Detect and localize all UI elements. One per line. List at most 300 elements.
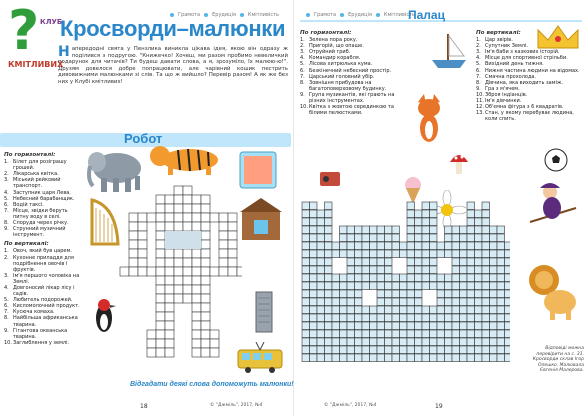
crossword-cell[interactable] (325, 298, 333, 306)
crossword-cell[interactable] (377, 306, 385, 314)
crossword-cell[interactable] (407, 226, 415, 234)
crossword-cell[interactable] (192, 249, 201, 258)
crossword-cell[interactable] (370, 274, 378, 282)
crossword-cell[interactable] (392, 338, 400, 346)
crossword-cell[interactable] (317, 346, 325, 354)
crossword-cell[interactable] (332, 338, 340, 346)
crossword-cell[interactable] (310, 258, 318, 266)
crossword-cell[interactable] (340, 338, 348, 346)
crossword-cell[interactable] (317, 250, 325, 258)
crossword-cell[interactable] (430, 266, 438, 274)
crossword-cell[interactable] (317, 266, 325, 274)
crossword-cell[interactable] (422, 306, 430, 314)
crossword-cell[interactable] (415, 346, 423, 354)
crossword-cell[interactable] (183, 186, 192, 195)
crossword-cell[interactable] (437, 250, 445, 258)
crossword-cell[interactable] (422, 242, 430, 250)
crossword-cell[interactable] (156, 348, 165, 357)
crossword-cell[interactable] (475, 314, 483, 322)
crossword-cell[interactable] (201, 249, 210, 258)
crossword-cell[interactable] (347, 282, 355, 290)
crossword-cell[interactable] (460, 330, 468, 338)
crossword-cell[interactable] (362, 234, 370, 242)
crossword-cell[interactable] (482, 202, 490, 210)
crossword-cell[interactable] (407, 330, 415, 338)
crossword-cell[interactable] (497, 266, 505, 274)
crossword-cell[interactable] (370, 242, 378, 250)
crossword-cell[interactable] (201, 240, 210, 249)
crossword-cell[interactable] (445, 306, 453, 314)
crossword-cell[interactable] (392, 346, 400, 354)
crossword-cell[interactable] (183, 195, 192, 204)
crossword-cell[interactable] (370, 322, 378, 330)
crossword-cell[interactable] (156, 213, 165, 222)
crossword-cell[interactable] (392, 242, 400, 250)
crossword-cell[interactable] (445, 298, 453, 306)
crossword-cell[interactable] (415, 338, 423, 346)
crossword-cell[interactable] (377, 330, 385, 338)
crossword-cell[interactable] (505, 250, 511, 258)
crossword-cell[interactable] (430, 218, 438, 226)
crossword-cell[interactable] (445, 226, 453, 234)
crossword-cell[interactable] (347, 330, 355, 338)
crossword-cell[interactable] (377, 258, 385, 266)
crossword-cell[interactable] (385, 354, 393, 362)
crossword-cell[interactable] (407, 290, 415, 298)
crossword-cell[interactable] (156, 222, 165, 231)
crossword-cell[interactable] (385, 290, 393, 298)
crossword-cell[interactable] (460, 226, 468, 234)
crossword-cell[interactable] (460, 290, 468, 298)
crossword-cell[interactable] (392, 282, 400, 290)
crossword-cell[interactable] (452, 282, 460, 290)
crossword-cell[interactable] (430, 346, 438, 354)
crossword-cell[interactable] (490, 322, 498, 330)
crossword-cell[interactable] (400, 338, 408, 346)
crossword-cell[interactable] (355, 346, 363, 354)
crossword-cell[interactable] (430, 210, 438, 218)
crossword-cell[interactable] (407, 274, 415, 282)
crossword-cell[interactable] (385, 266, 393, 274)
crossword-cell[interactable] (430, 226, 438, 234)
crossword-cell[interactable] (192, 303, 201, 312)
crossword-cell[interactable] (430, 338, 438, 346)
crossword-cell[interactable] (129, 213, 138, 222)
crossword-cell[interactable] (467, 314, 475, 322)
crossword-cell[interactable] (505, 242, 511, 250)
crossword-cell[interactable] (325, 210, 333, 218)
crossword-cell[interactable] (317, 354, 325, 362)
crossword-cell[interactable] (129, 222, 138, 231)
crossword-cell[interactable] (156, 339, 165, 348)
crossword-cell[interactable] (362, 346, 370, 354)
crossword-cell[interactable] (475, 338, 483, 346)
crossword-cell[interactable] (452, 234, 460, 242)
crossword-cell[interactable] (385, 226, 393, 234)
crossword-cell[interactable] (340, 354, 348, 362)
crossword-cell[interactable] (407, 202, 415, 210)
crossword-cell[interactable] (452, 250, 460, 258)
crossword-cell[interactable] (460, 250, 468, 258)
crossword-cell[interactable] (370, 338, 378, 346)
crossword-cell[interactable] (407, 266, 415, 274)
crossword-cell[interactable] (340, 242, 348, 250)
crossword-cell[interactable] (452, 330, 460, 338)
crossword-cell[interactable] (482, 210, 490, 218)
crossword-cell[interactable] (445, 242, 453, 250)
crossword-cell[interactable] (415, 298, 423, 306)
crossword-cell[interactable] (497, 274, 505, 282)
crossword-cell[interactable] (460, 306, 468, 314)
crossword-cell[interactable] (452, 346, 460, 354)
crossword-cell[interactable] (422, 274, 430, 282)
crossword-cell[interactable] (165, 195, 174, 204)
crossword-cell[interactable] (340, 226, 348, 234)
crossword-cell[interactable] (497, 258, 505, 266)
crossword-cell[interactable] (430, 354, 438, 362)
crossword-cell[interactable] (302, 218, 310, 226)
crossword-cell[interactable] (355, 314, 363, 322)
crossword-cell[interactable] (147, 267, 156, 276)
crossword-cell[interactable] (370, 346, 378, 354)
crossword-cell[interactable] (415, 210, 423, 218)
crossword-cell[interactable] (437, 346, 445, 354)
crossword-cell[interactable] (467, 354, 475, 362)
crossword-cell[interactable] (138, 267, 147, 276)
crossword-cell[interactable] (482, 282, 490, 290)
crossword-cell[interactable] (332, 250, 340, 258)
crossword-cell[interactable] (415, 218, 423, 226)
crossword-cell[interactable] (347, 258, 355, 266)
crossword-cell[interactable] (370, 282, 378, 290)
crossword-cell[interactable] (415, 330, 423, 338)
crossword-cell[interactable] (183, 249, 192, 258)
crossword-cell[interactable] (415, 322, 423, 330)
crossword-cell[interactable] (156, 258, 165, 267)
crossword-cell[interactable] (310, 338, 318, 346)
crossword-cell[interactable] (156, 294, 165, 303)
crossword-cell[interactable] (467, 346, 475, 354)
crossword-cell[interactable] (452, 242, 460, 250)
crossword-cell[interactable] (362, 282, 370, 290)
crossword-cell[interactable] (183, 276, 192, 285)
crossword-cell[interactable] (467, 258, 475, 266)
crossword-cell[interactable] (325, 330, 333, 338)
crossword-cell[interactable] (460, 282, 468, 290)
crossword-cell[interactable] (475, 226, 483, 234)
crossword-cell[interactable] (475, 282, 483, 290)
crossword-cell[interactable] (430, 282, 438, 290)
crossword-cell[interactable] (317, 218, 325, 226)
crossword-cell[interactable] (452, 314, 460, 322)
crossword-cell[interactable] (192, 285, 201, 294)
crossword-cell[interactable] (475, 346, 483, 354)
crossword-cell[interactable] (332, 290, 340, 298)
crossword-cell[interactable] (192, 330, 201, 339)
crossword-cell[interactable] (482, 242, 490, 250)
crossword-cell[interactable] (445, 274, 453, 282)
crossword-cell[interactable] (362, 274, 370, 282)
crossword-cell[interactable] (460, 346, 468, 354)
crossword-cell[interactable] (490, 258, 498, 266)
crossword-cell[interactable] (452, 226, 460, 234)
crossword-cell[interactable] (138, 222, 147, 231)
crossword-cell[interactable] (482, 346, 490, 354)
crossword-cell[interactable] (340, 282, 348, 290)
crossword-cell[interactable] (347, 290, 355, 298)
crossword-cell[interactable] (430, 274, 438, 282)
crossword-cell[interactable] (490, 314, 498, 322)
crossword-cell[interactable] (174, 195, 183, 204)
crossword-cell[interactable] (201, 321, 210, 330)
crossword-cell[interactable] (310, 290, 318, 298)
crossword-cell[interactable] (325, 202, 333, 210)
crossword-cell[interactable] (147, 348, 156, 357)
crossword-cell[interactable] (377, 290, 385, 298)
crossword-cell[interactable] (415, 354, 423, 362)
crossword-cell[interactable] (445, 290, 453, 298)
crossword-cell[interactable] (332, 354, 340, 362)
crossword-cell[interactable] (497, 346, 505, 354)
crossword-cell[interactable] (422, 354, 430, 362)
crossword-cell[interactable] (467, 338, 475, 346)
crossword-cell[interactable] (355, 266, 363, 274)
crossword-cell[interactable] (219, 240, 228, 249)
crossword-cell[interactable] (302, 234, 310, 242)
crossword-cell[interactable] (482, 258, 490, 266)
crossword-cell[interactable] (475, 250, 483, 258)
crossword-cell[interactable] (460, 314, 468, 322)
crossword-cell[interactable] (355, 274, 363, 282)
crossword-cell[interactable] (302, 354, 310, 362)
crossword-cell[interactable] (165, 204, 174, 213)
crossword-cell[interactable] (475, 266, 483, 274)
crossword-cell[interactable] (174, 294, 183, 303)
crossword-cell[interactable] (437, 282, 445, 290)
crossword-cell[interactable] (210, 348, 219, 357)
crossword-cell[interactable] (347, 354, 355, 362)
crossword-cell[interactable] (452, 298, 460, 306)
crossword-cell[interactable] (482, 226, 490, 234)
crossword-cell[interactable] (437, 274, 445, 282)
crossword-cell[interactable] (219, 231, 228, 240)
crossword-cell[interactable] (310, 234, 318, 242)
crossword-cell[interactable] (340, 306, 348, 314)
crossword-cell[interactable] (355, 242, 363, 250)
crossword-cell[interactable] (165, 285, 174, 294)
crossword-cell[interactable] (497, 226, 505, 234)
crossword-cell[interactable] (490, 250, 498, 258)
crossword-cell[interactable] (385, 322, 393, 330)
crossword-cell[interactable] (422, 218, 430, 226)
crossword-cell[interactable] (475, 274, 483, 282)
crossword-cell[interactable] (362, 322, 370, 330)
crossword-cell[interactable] (201, 213, 210, 222)
crossword-cell[interactable] (467, 218, 475, 226)
crossword-cell[interactable] (422, 226, 430, 234)
crossword-cell[interactable] (340, 346, 348, 354)
crossword-cell[interactable] (505, 306, 511, 314)
crossword-cell[interactable] (437, 290, 445, 298)
crossword-cell[interactable] (505, 322, 511, 330)
crossword-cell[interactable] (475, 242, 483, 250)
crossword-cell[interactable] (467, 322, 475, 330)
crossword-cell[interactable] (332, 306, 340, 314)
crossword-cell[interactable] (460, 322, 468, 330)
crossword-cell[interactable] (452, 274, 460, 282)
crossword-cell[interactable] (302, 290, 310, 298)
crossword-cell[interactable] (302, 314, 310, 322)
crossword-cell[interactable] (407, 242, 415, 250)
crossword-cell[interactable] (392, 226, 400, 234)
crossword-cell[interactable] (174, 222, 183, 231)
crossword-cell[interactable] (165, 312, 174, 321)
crossword-cell[interactable] (165, 348, 174, 357)
crossword-cell[interactable] (317, 274, 325, 282)
crossword-cell[interactable] (362, 338, 370, 346)
crossword-cell[interactable] (415, 290, 423, 298)
crossword-cell[interactable] (174, 249, 183, 258)
crossword-cell[interactable] (355, 282, 363, 290)
crossword-cell[interactable] (377, 234, 385, 242)
crossword-cell[interactable] (482, 306, 490, 314)
crossword-cell[interactable] (392, 314, 400, 322)
crossword-cell[interactable] (355, 250, 363, 258)
crossword-cell[interactable] (392, 250, 400, 258)
crossword-cell[interactable] (467, 266, 475, 274)
crossword-cell[interactable] (467, 202, 475, 210)
crossword-cell[interactable] (317, 282, 325, 290)
crossword-cell[interactable] (120, 267, 129, 276)
crossword-cell[interactable] (437, 354, 445, 362)
crossword-cell[interactable] (325, 266, 333, 274)
crossword-cell[interactable] (415, 226, 423, 234)
crossword-cell[interactable] (482, 274, 490, 282)
crossword-cell[interactable] (340, 290, 348, 298)
crossword-cell[interactable] (445, 346, 453, 354)
crossword-cell[interactable] (497, 330, 505, 338)
crossword-cell[interactable] (415, 250, 423, 258)
crossword-cell[interactable] (482, 354, 490, 362)
crossword-cell[interactable] (407, 338, 415, 346)
crossword-cell[interactable] (201, 267, 210, 276)
crossword-cell[interactable] (385, 338, 393, 346)
crossword-cell[interactable] (407, 322, 415, 330)
crossword-cell[interactable] (310, 202, 318, 210)
crossword-cell[interactable] (210, 330, 219, 339)
crossword-cell[interactable] (415, 242, 423, 250)
crossword-cell[interactable] (385, 298, 393, 306)
crossword-cell[interactable] (340, 274, 348, 282)
crossword-cell[interactable] (192, 222, 201, 231)
crossword-cell[interactable] (302, 226, 310, 234)
crossword-cell[interactable] (400, 274, 408, 282)
crossword-cell[interactable] (497, 354, 505, 362)
crossword-cell[interactable] (377, 242, 385, 250)
crossword-cell[interactable] (325, 250, 333, 258)
crossword-cell[interactable] (445, 234, 453, 242)
crossword-cell[interactable] (475, 298, 483, 306)
crossword-cell[interactable] (165, 258, 174, 267)
crossword-cell[interactable] (430, 314, 438, 322)
crossword-cell[interactable] (452, 354, 460, 362)
crossword-cell[interactable] (467, 298, 475, 306)
crossword-cell[interactable] (490, 274, 498, 282)
crossword-cell[interactable] (392, 330, 400, 338)
crossword-cell[interactable] (310, 210, 318, 218)
crossword-cell[interactable] (400, 290, 408, 298)
crossword-cell[interactable] (362, 226, 370, 234)
crossword-cell[interactable] (302, 250, 310, 258)
crossword-cell[interactable] (497, 234, 505, 242)
crossword-cell[interactable] (192, 195, 201, 204)
crossword-cell[interactable] (490, 242, 498, 250)
crossword-cell[interactable] (332, 242, 340, 250)
crossword-cell[interactable] (138, 213, 147, 222)
crossword-cell[interactable] (392, 234, 400, 242)
crossword-cell[interactable] (147, 339, 156, 348)
crossword-cell[interactable] (370, 306, 378, 314)
crossword-cell[interactable] (415, 282, 423, 290)
crossword-cell[interactable] (165, 321, 174, 330)
crossword-cell[interactable] (497, 250, 505, 258)
crossword-cell[interactable] (482, 218, 490, 226)
crossword-cell[interactable] (310, 242, 318, 250)
crossword-cell[interactable] (460, 338, 468, 346)
crossword-cell[interactable] (482, 234, 490, 242)
crossword-cell[interactable] (467, 330, 475, 338)
crossword-cell[interactable] (482, 338, 490, 346)
crossword-cell[interactable] (452, 258, 460, 266)
crossword-cell[interactable] (407, 210, 415, 218)
crossword-cell[interactable] (430, 322, 438, 330)
crossword-cell[interactable] (505, 258, 511, 266)
crossword-cell[interactable] (467, 250, 475, 258)
crossword-cell[interactable] (340, 330, 348, 338)
crossword-cell[interactable] (174, 258, 183, 267)
crossword-cell[interactable] (377, 298, 385, 306)
crossword-cell[interactable] (183, 267, 192, 276)
crossword-cell[interactable] (201, 276, 210, 285)
crossword-cell[interactable] (192, 312, 201, 321)
crossword-cell[interactable] (325, 226, 333, 234)
crossword-cell[interactable] (302, 274, 310, 282)
crossword-cell[interactable] (228, 249, 237, 258)
crossword-cell[interactable] (490, 306, 498, 314)
crossword-cell[interactable] (192, 348, 201, 357)
crossword-cell[interactable] (362, 266, 370, 274)
crossword-cell[interactable] (362, 314, 370, 322)
crossword-cell[interactable] (505, 346, 511, 354)
crossword-cell[interactable] (325, 354, 333, 362)
crossword-cell[interactable] (310, 266, 318, 274)
crossword-cell[interactable] (210, 339, 219, 348)
crossword-cell[interactable] (165, 330, 174, 339)
crossword-cell[interactable] (302, 346, 310, 354)
crossword-cell[interactable] (452, 338, 460, 346)
crossword-cell[interactable] (422, 314, 430, 322)
crossword-cell[interactable] (467, 242, 475, 250)
crossword-cell[interactable] (490, 226, 498, 234)
crossword-cell[interactable] (325, 314, 333, 322)
crossword-cell[interactable] (415, 274, 423, 282)
crossword-cell[interactable] (138, 258, 147, 267)
crossword-cell[interactable] (325, 242, 333, 250)
crossword-cell[interactable] (422, 330, 430, 338)
crossword-cell[interactable] (317, 258, 325, 266)
crossword-cell[interactable] (482, 266, 490, 274)
crossword-cell[interactable] (347, 346, 355, 354)
